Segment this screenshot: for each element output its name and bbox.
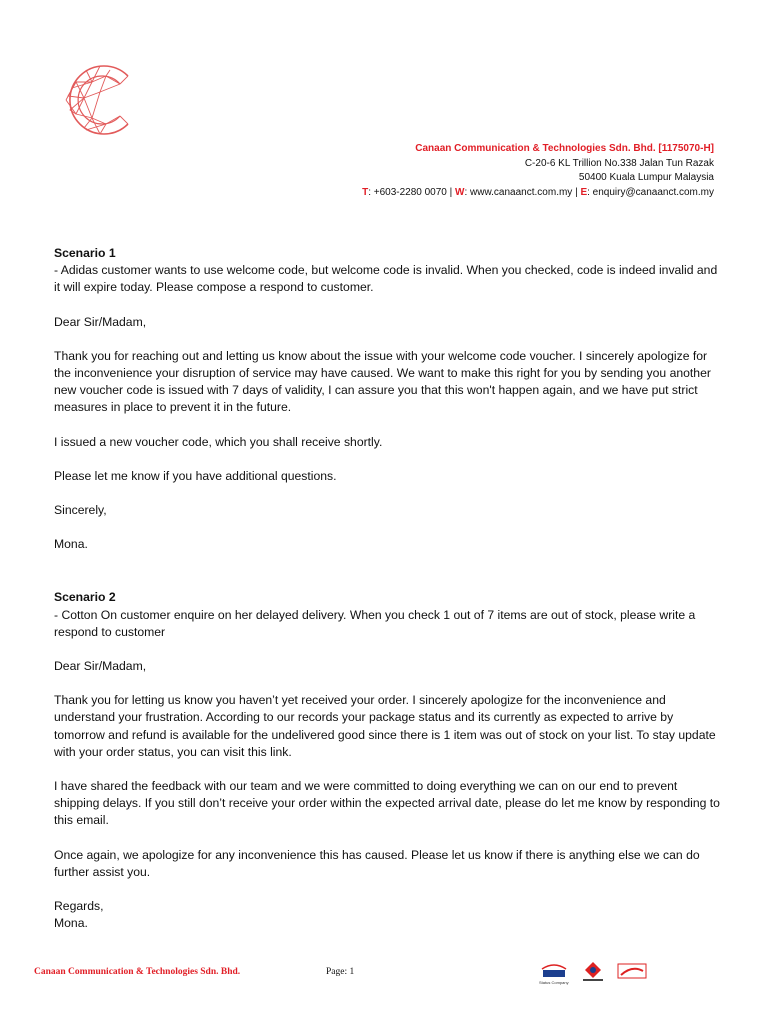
phone-label: T <box>362 186 369 198</box>
scenario-1-heading: Scenario 1 <box>54 246 116 260</box>
scenario-1-prompt: - Adidas customer wants to use welcome code, but welcome code is invalid. When you checked, code is indeed invalid and it will expire today. Please compose a respond to customer. <box>54 263 718 295</box>
scenario-1-paragraph-3: Please let me know if you have additional questions. <box>54 468 337 483</box>
sme-award-logo-icon <box>617 961 647 981</box>
scenario-2-salutation: Dear Sir/Madam, <box>54 659 147 674</box>
address-line-2: 50400 Kuala Lumpur Malaysia <box>578 172 714 183</box>
scenario-2-prompt: - Cotton On customer enquire on her delayed delivery. When you check 1 out of 7 items are out of stock, please write a respond to customer <box>54 607 696 639</box>
scenario-1-paragraph-2: I issued a new voucher code, which you shall receive shortly. <box>54 434 383 449</box>
scenario-2-paragraph-3: Once again, we apologize for any inconvenience this has caused. Please let us know if there is anything else we can do further assist you. <box>54 847 700 879</box>
scenario-2 <box>54 589 724 932</box>
email-label: E <box>580 186 588 198</box>
scenario-2-paragraph-1: Thank you for letting us know you haven’t yet received your order. I sincerely apologize for the inconvenience and understand your frustration. According to our records your package status and its currently as expected to arrive by tomorrow and refund is available for the undelivered good since there is 1 item was out of stock on your list. To stay update with your order status, you can visit this link. <box>54 693 716 759</box>
email-value: : enquiry@canaanct.com.my <box>587 186 714 198</box>
scenario-2-heading: Scenario 2 <box>54 590 116 605</box>
document-body <box>54 245 724 949</box>
phone-value: : +603-2280 0070 | <box>368 186 456 198</box>
web-value: : www.canaanct.com.my | <box>464 186 581 198</box>
page-footer <box>34 965 734 995</box>
letterhead <box>294 142 714 200</box>
scenario-1-salutation: Dear Sir/Madam, <box>54 314 147 329</box>
footer-company: Canaan Communication & Technologies Sdn. Bhd. <box>34 967 241 977</box>
scenario-2-paragraph-2: I have shared the feedback with our team and we were committed to doing everything we can on our end to prevent shipping delays. If you still don’t receive your order within the expected arrival date, please do let me know by responding to this email. <box>54 779 720 828</box>
msc-caption: Status Company <box>539 980 569 985</box>
letterhead-company: Canaan Communication & Technologies Sdn. Bhd. [1175070-H] <box>415 143 714 154</box>
address-line-1: C-20-6 KL Trillion No.338 Jalan Tun Razak <box>524 157 714 169</box>
footer-logos <box>539 961 647 985</box>
web-label: W <box>455 186 465 198</box>
scenario-2-closing: Regards, <box>54 899 104 914</box>
msc-logo-icon <box>539 961 569 985</box>
ministry-logo-icon <box>579 961 607 983</box>
page-number: Page: 1 <box>326 967 355 977</box>
scenario-1-signature: Mona. <box>54 537 88 552</box>
scenario-1-closing: Sincerely, <box>54 503 107 518</box>
scenario-1-paragraph-1: Thank you for reaching out and letting us know about the issue with your welcome code voucher. I sincerely apologize for the inconvenience your disruption of service may have caused. We want to make this right for you by sending you another new voucher code is issued with 7 days of validity, I can assure you that this won't happen again, and we have put strict measures in place to prevent it in the future. <box>54 348 711 415</box>
scenario-1 <box>54 245 724 553</box>
company-logo-icon <box>62 62 138 138</box>
contact-line <box>294 186 714 201</box>
scenario-2-signature: Mona. <box>54 916 88 931</box>
